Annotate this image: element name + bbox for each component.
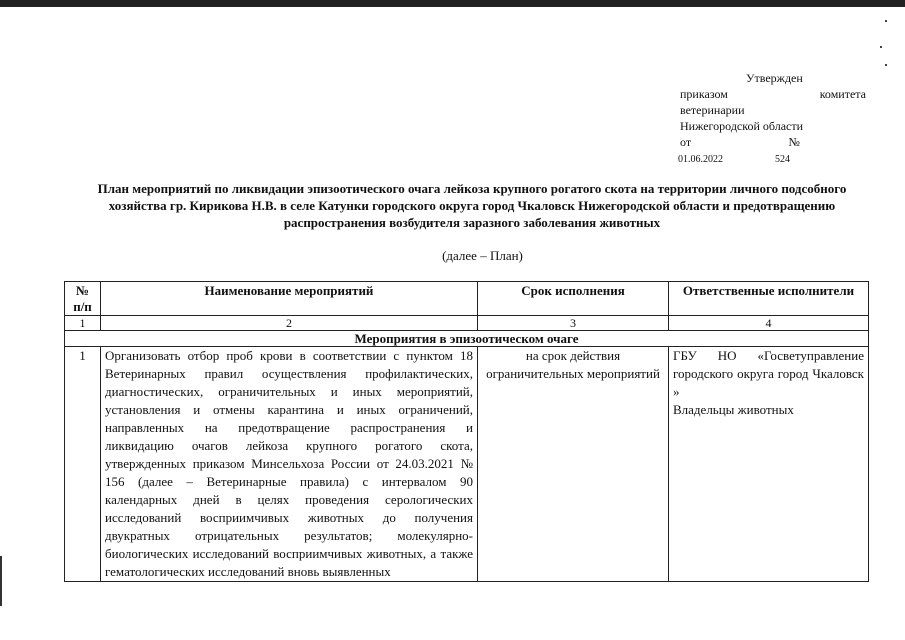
approval-row: [680, 86, 866, 102]
table-row: [65, 347, 869, 582]
approval-from-label: от: [680, 135, 692, 149]
column-number: 1: [65, 316, 101, 331]
approval-veterinary: ветеринарии: [680, 103, 745, 117]
row-number: 1: [65, 347, 101, 582]
approval-number-label: №: [788, 135, 800, 149]
plan-table: [64, 281, 869, 582]
responsible-agency: ГБУ НО «Госветуправление городского округа город Чкаловск »: [673, 348, 864, 399]
approval-row: [680, 134, 800, 150]
scan-speck: [880, 46, 882, 48]
approval-heading: Утвержден: [746, 71, 803, 85]
responsible-owners: Владельцы животных: [673, 402, 794, 417]
approval-order-word: приказом: [680, 87, 728, 101]
section-heading: Мероприятия в эпизоотическом очаге: [65, 331, 869, 347]
section-row: [65, 331, 869, 347]
header-name: Наименование мероприятий: [101, 282, 478, 316]
approval-date-row: [680, 152, 790, 168]
scan-left-mark: [0, 556, 2, 606]
column-number: 3: [478, 316, 669, 331]
plan-title: План мероприятий по ликвидации эпизоотического очага лейкоза крупного рогатого скота на территории личного подсобного хозяйства гр. Кирикова Н.В. в селе Катунки городского округа город Чкаловск Нижегородской области и предотвращению распространения возбудителя заразного заболевания животных: [97, 181, 847, 230]
column-number: 2: [101, 316, 478, 331]
header-num: № п/п: [65, 282, 101, 316]
table-header-row: [65, 282, 869, 316]
scan-speck: [885, 20, 887, 22]
column-number-row: [65, 316, 869, 331]
approval-committee-word: комитета: [819, 87, 866, 101]
row-responsible: [669, 347, 869, 582]
column-number: 4: [669, 316, 869, 331]
approval-block: [680, 70, 866, 168]
row-term: на срок действия ограничительных мероприятий: [478, 347, 669, 582]
row-activity: Организовать отбор проб крови в соответствии с пунктом 18 Ветеринарных правил осуществления профилактических, диагностических, ограничительных и иных мероприятий, установления и отмены карантина и иных ограничений, направленных на предотвращение распространения и ликвидацию очагов лейкоза крупного рогатого скота, утвержденных приказом Минсельхоза России от 24.03.2021 № 156 (далее – Ветеринарные правила) с интервалом 90 календарных дней в целях проведения серологических исследований восприимчивых животных до получения двукратных отрицательных результатов; молекулярно-биологических исследований восприимчивых животных, а также гематологических исследований вновь выявленных: [101, 347, 478, 582]
approval-number: 524: [775, 154, 790, 165]
approval-date: 01.06.2022: [678, 154, 723, 165]
plan-subtitle: (далее – План): [442, 248, 523, 263]
header-responsible: Ответственные исполнители: [669, 282, 869, 316]
header-term: Срок исполнения: [478, 282, 669, 316]
scan-top-edge: [0, 0, 905, 7]
approval-region: Нижегородской области: [680, 119, 804, 133]
scan-speck: [885, 64, 887, 66]
